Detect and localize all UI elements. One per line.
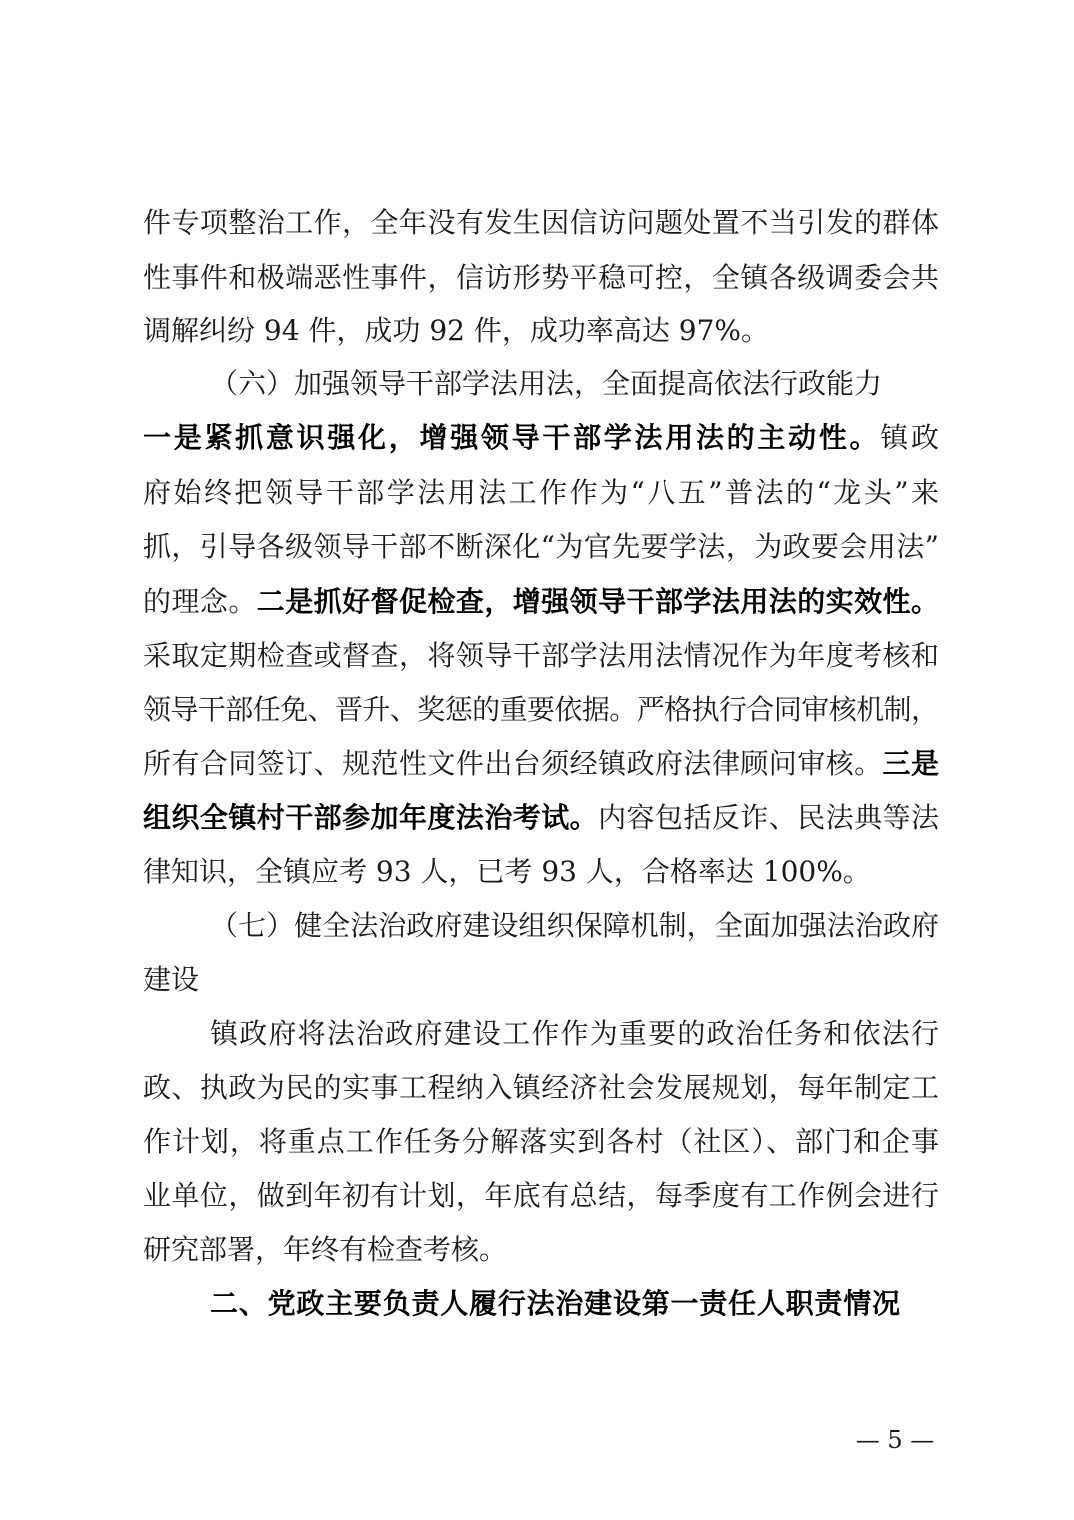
text-span: （六）加强领导干部学法用法，全面提高依法行政能力 xyxy=(210,367,883,400)
text-line xyxy=(0,1116,1074,1168)
text-span: 调解纠纷 94 件，成功 92 件，成功率高达 97%。 xyxy=(143,314,769,347)
text-line xyxy=(0,1170,1074,1222)
text-line-content xyxy=(143,630,939,682)
text-span: 政、执政为民的实事工程纳入镇经济社会发展规划，每年制定工 xyxy=(143,1071,940,1104)
text-span: 抓，引导各级领导干部不断深化“为官先要学法，为政要会用法” xyxy=(143,530,940,563)
bold-text-span: 二、党政主要负责人履行法治建设第一责任人职责情况 xyxy=(210,1287,901,1320)
bold-text-span: 三是 xyxy=(882,747,940,780)
text-line xyxy=(0,1224,1074,1276)
text-line xyxy=(0,684,1074,736)
text-line-content xyxy=(143,684,938,736)
text-line xyxy=(0,358,1074,410)
text-line xyxy=(0,1278,1074,1330)
text-span: 件专项整治工作，全年没有发生因信访问题处置不当引发的群体 xyxy=(143,206,940,239)
text-line-content xyxy=(143,738,939,790)
text-span: 领导干部任免、晋升、奖惩的重要依据。严格执行合同审核机制， xyxy=(143,693,939,726)
text-line-content xyxy=(143,846,871,898)
text-line-content xyxy=(143,467,941,519)
text-span: 所有合同签订、规范性文件出台须经镇政府法律顾问审核。 xyxy=(143,747,883,780)
text-span: 镇政 xyxy=(880,421,942,454)
text-span: 采取定期检查或督查，将领导干部学法用法情况作为年度考核和 xyxy=(143,639,940,672)
text-span: 作计划，将重点工作任务分解落实到各村（社区）、部门和企事 xyxy=(143,1125,940,1158)
text-line-content xyxy=(143,792,939,844)
text-line xyxy=(0,900,1074,952)
text-line xyxy=(0,197,1074,249)
text-span: 内容包括反诈、民法典等法 xyxy=(598,801,940,834)
text-line-content xyxy=(210,900,939,952)
text-line xyxy=(0,1062,1074,1114)
text-line-content xyxy=(143,412,942,464)
text-line-content xyxy=(143,1170,939,1222)
text-line-content xyxy=(210,1008,940,1060)
text-line-content xyxy=(143,576,939,628)
text-line-content xyxy=(143,521,939,573)
bold-text-span: 二是抓好督促检查，增强领导干部学法用法的实效性。 xyxy=(256,585,940,618)
text-span: 业单位，做到年初有计划，年底有总结，每季度有工作例会进行 xyxy=(143,1179,940,1212)
text-line-content xyxy=(210,1278,901,1330)
text-line xyxy=(0,846,1074,898)
text-line xyxy=(0,576,1074,628)
text-line xyxy=(0,738,1074,790)
text-line xyxy=(0,467,1074,519)
text-line-content xyxy=(143,197,939,249)
text-line xyxy=(0,792,1074,844)
page-number: — 5 — xyxy=(855,1426,935,1454)
text-span: 的理念。 xyxy=(143,585,257,618)
text-line xyxy=(0,305,1074,357)
text-line xyxy=(0,954,1074,1006)
text-span: （七）健全法治政府建设组织保障机制，全面加强法治政府 xyxy=(210,909,940,942)
text-line-content xyxy=(210,358,882,410)
bold-text-span: 一是紧抓意识强化，增强领导干部学法用法的主动性。 xyxy=(143,421,881,454)
text-line xyxy=(0,412,1074,464)
text-line-content xyxy=(143,305,769,357)
text-line xyxy=(0,521,1074,573)
text-line-content xyxy=(143,1116,940,1168)
text-line-content xyxy=(143,1062,939,1114)
text-line xyxy=(0,252,1074,304)
text-span: 律知识，全镇应考 93 人，已考 93 人，合格率达 100%。 xyxy=(143,855,871,888)
text-span: 性事件和极端恶性事件，信访形势平稳可控，全镇各级调委会共 xyxy=(143,261,940,294)
text-line xyxy=(0,1008,1074,1060)
text-span: 建设 xyxy=(143,963,200,996)
text-span: 镇政府将法治政府建设工作作为重要的政治任务和依法行 xyxy=(210,1017,941,1050)
text-span: 府始终把领导干部学法用法工作作为“八五”普法的“龙头”来 xyxy=(143,476,942,509)
bold-text-span: 组织全镇村干部参加年度法治考试。 xyxy=(143,801,599,834)
text-line-content xyxy=(143,252,939,304)
text-line xyxy=(0,630,1074,682)
text-line-content xyxy=(143,954,199,1006)
text-span: 研究部署，年终有检查考核。 xyxy=(143,1233,508,1266)
text-line-content xyxy=(143,1224,507,1276)
